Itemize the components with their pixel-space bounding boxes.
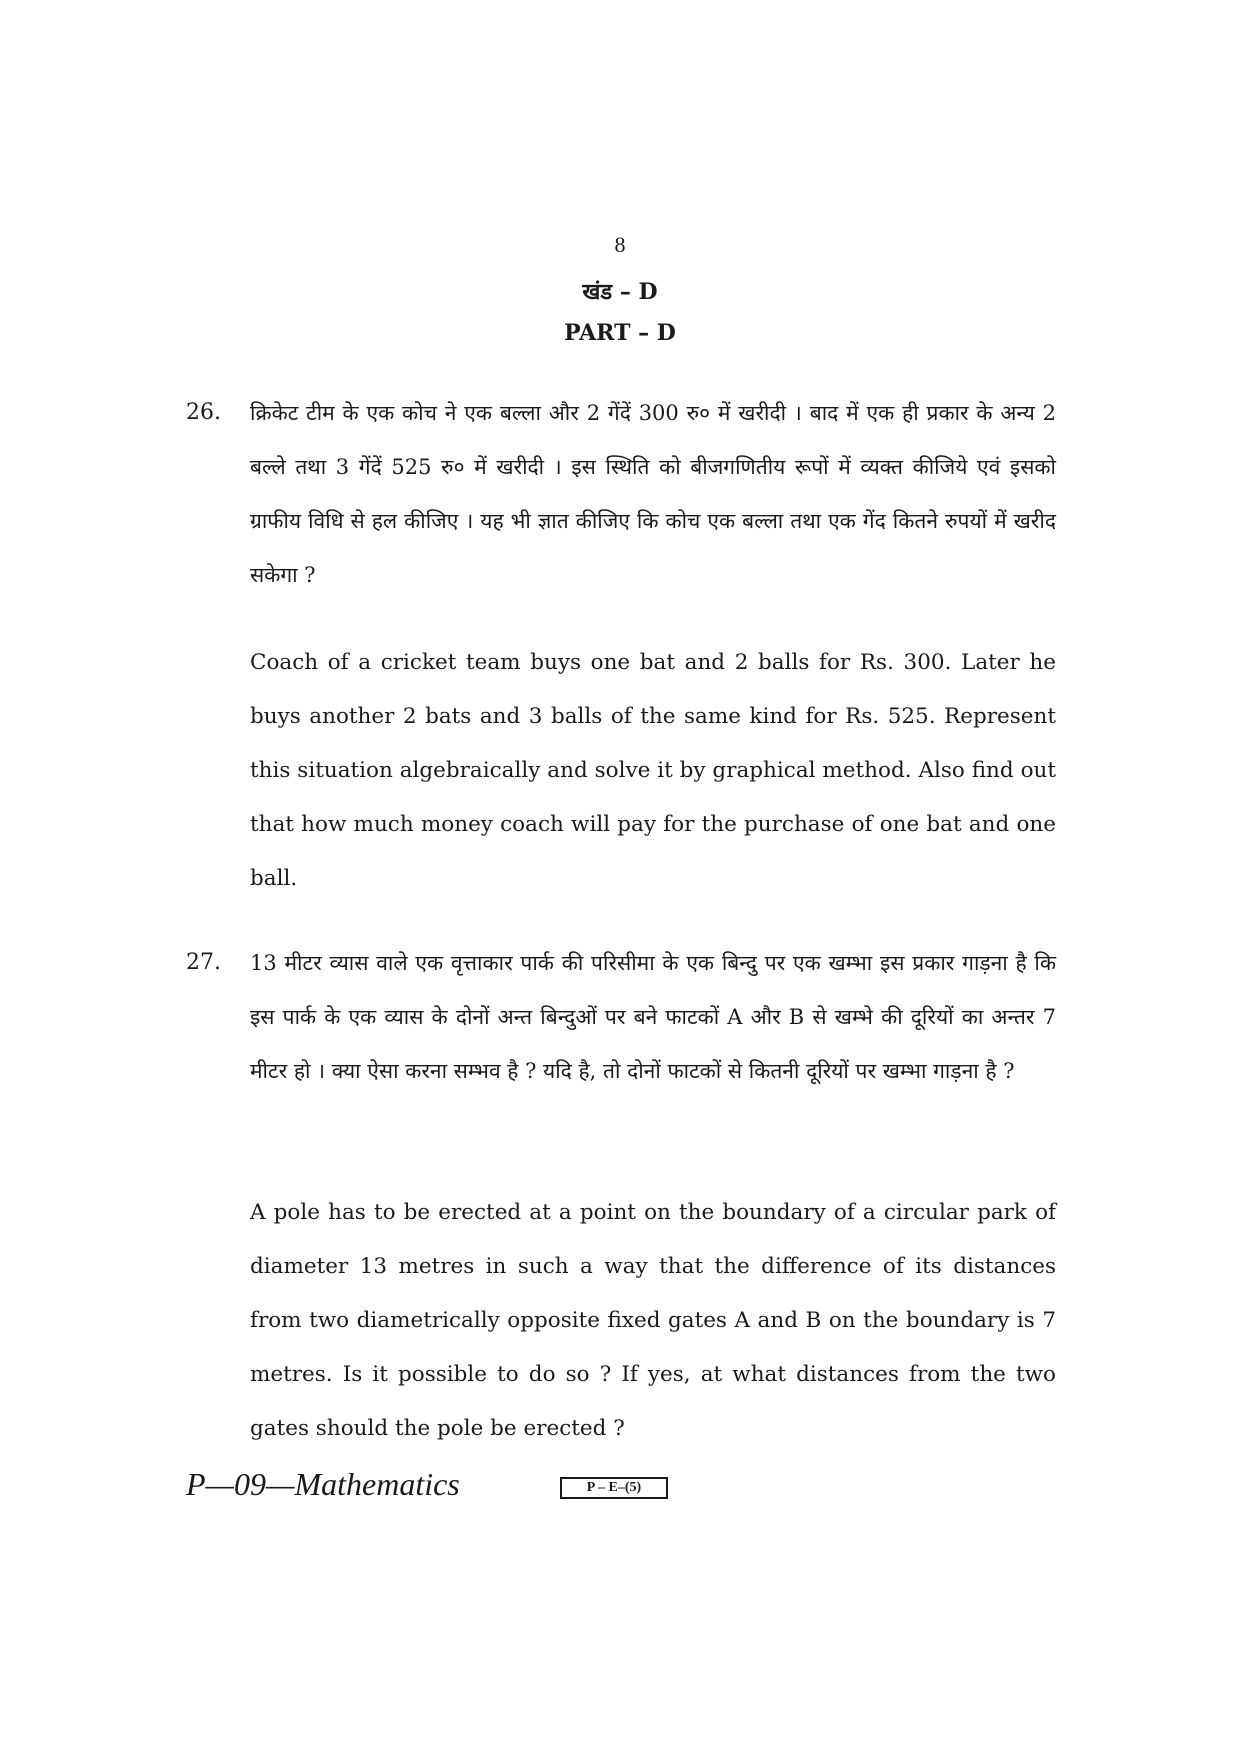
- question-text-english: Coach of a cricket team buys one bat and 2 balls for Rs. 300. Later he buys another 2 bats and 3 balls of the same kind for Rs. 525. Represent this situation algebraically and solve it by graphical method. Also find out that how much money coach will pay for the purchase of one bat and one ball.: [250, 650, 1056, 891]
- question-text-hindi: क्रिकेट टीम के एक कोच ने एक बल्ला और 2 गेंदें 300 रु० में खरीदी । बाद में एक ही प्रकार के अन्य 2 बल्ले तथा 3 गेंदें 525 रु० में खरीदी । इस स्थिति को बीजगणितीय रूपों में व्यक्त कीजिये एवं इसको ग्राफीय विधि से हल कीजिए । यह भी ज्ञात कीजिए कि कोच एक बल्ला तथा एक गेंद कितने रुपयों में खरीद सकेगा ?: [250, 401, 1056, 587]
- page-number: 8: [614, 232, 626, 257]
- section-title-english: PART – D: [564, 320, 676, 346]
- question-number: 27.: [186, 950, 221, 975]
- question-text-english: A pole has to be erected at a point on the boundary of a circular park of diameter 13 metres in such a way that the difference of its distances from two diametrically opposite fixed gates A and B on the boundary is 7 metres. Is it possible to do so ? If yes, at what distances from the two gates should the pole be erected ?: [250, 1200, 1056, 1441]
- footer-subject: P—09—Mathematics: [186, 1466, 460, 1502]
- question-text-hindi: 13 मीटर व्यास वाले एक वृत्ताकार पार्क की परिसीमा के एक बिन्दु पर एक खम्भा इस प्रकार गाड़ना है कि इस पार्क के एक व्यास के दोनों अन्त बिन्दुओं पर बने फाटकों A और B से खम्भे की दूरियों का अन्तर 7 मीटर हो । क्या ऐसा करना सम्भव है ? यदि है, तो दोनों फाटकों से कितनी दूरियों पर खम्भा गाड़ना है ?: [250, 951, 1056, 1083]
- section-title-hindi: खंड – D: [582, 279, 658, 305]
- question-number: 26.: [186, 400, 221, 425]
- footer-paper-code: P – E–(5): [560, 1477, 668, 1499]
